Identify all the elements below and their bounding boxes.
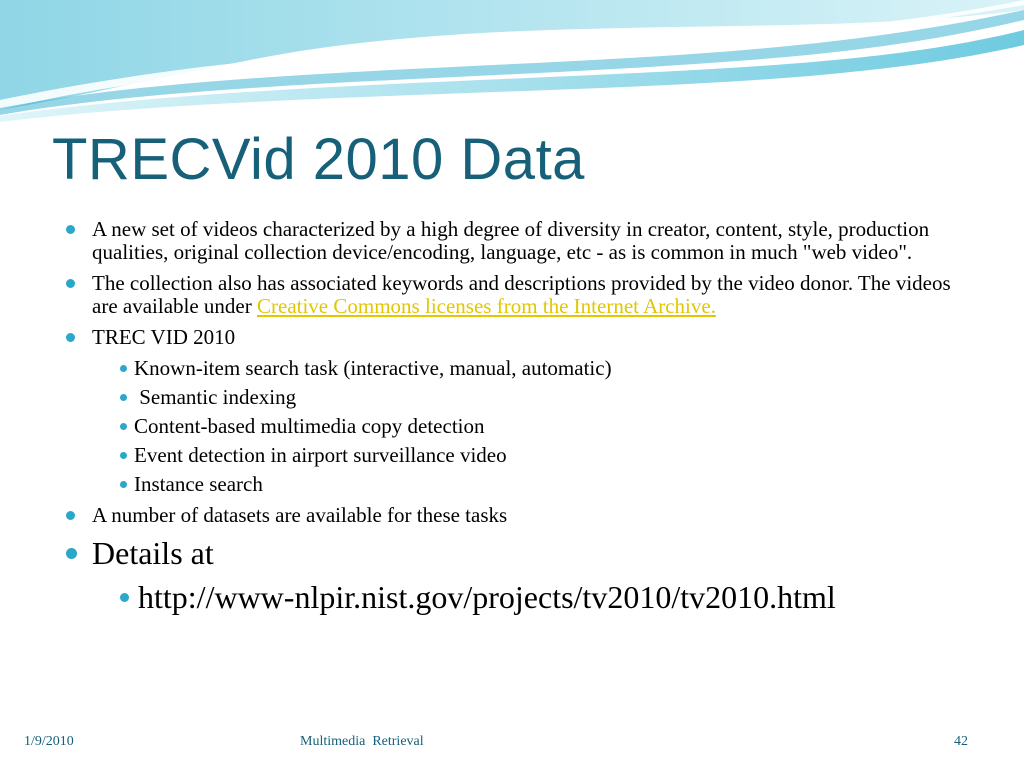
footer-title: Multimedia Retrieval xyxy=(300,734,424,749)
bullet-video-diversity xyxy=(60,218,960,264)
bullet-text: A new set of videos characterized by a high degree of diversity in creator, content, style, production qualities, original collection device/encoding, language, etc - as is common in much "web video". xyxy=(92,217,930,264)
bullet-list xyxy=(60,218,960,615)
footer-page-number: 42 xyxy=(954,734,968,749)
bullet-text: Details at xyxy=(92,535,214,571)
bullet-text: A number of datasets are available for these tasks xyxy=(92,503,508,527)
sub-bullet-list xyxy=(92,357,960,496)
details-sub-list xyxy=(92,579,960,615)
details-url: http://www-nlpir.nist.gov/projects/tv2010/tv2010.html xyxy=(120,579,838,615)
bullet-datasets xyxy=(60,504,960,527)
bullet-text: TREC VID 2010 xyxy=(92,325,236,349)
header-wave-decoration xyxy=(0,0,1024,130)
bullet-trec-vid xyxy=(60,326,960,496)
sub-bullet-event-detection: Event detection in airport surveillance video xyxy=(120,444,960,467)
sub-bullet-copy-detection: Content-based multimedia copy detection xyxy=(120,415,960,438)
footer-date: 1/9/2010 xyxy=(24,734,74,749)
bullet-collection-metadata xyxy=(60,272,960,318)
slide-title: TRECVid 2010 Data xyxy=(52,127,585,192)
sub-bullet-instance-search: Instance search xyxy=(120,473,960,496)
slide-content xyxy=(60,218,960,621)
bullet-text: The collection also has associated keywords and descriptions provided by the video donor. The videos are available under xyxy=(92,271,951,318)
bullet-details xyxy=(60,535,960,615)
creative-commons-link[interactable]: Creative Commons licenses from the Internet Archive. xyxy=(257,294,716,318)
sub-bullet-known-item: Known-item search task (interactive, manual, automatic) xyxy=(120,357,960,380)
sub-bullet-semantic-indexing: Semantic indexing xyxy=(120,386,960,409)
